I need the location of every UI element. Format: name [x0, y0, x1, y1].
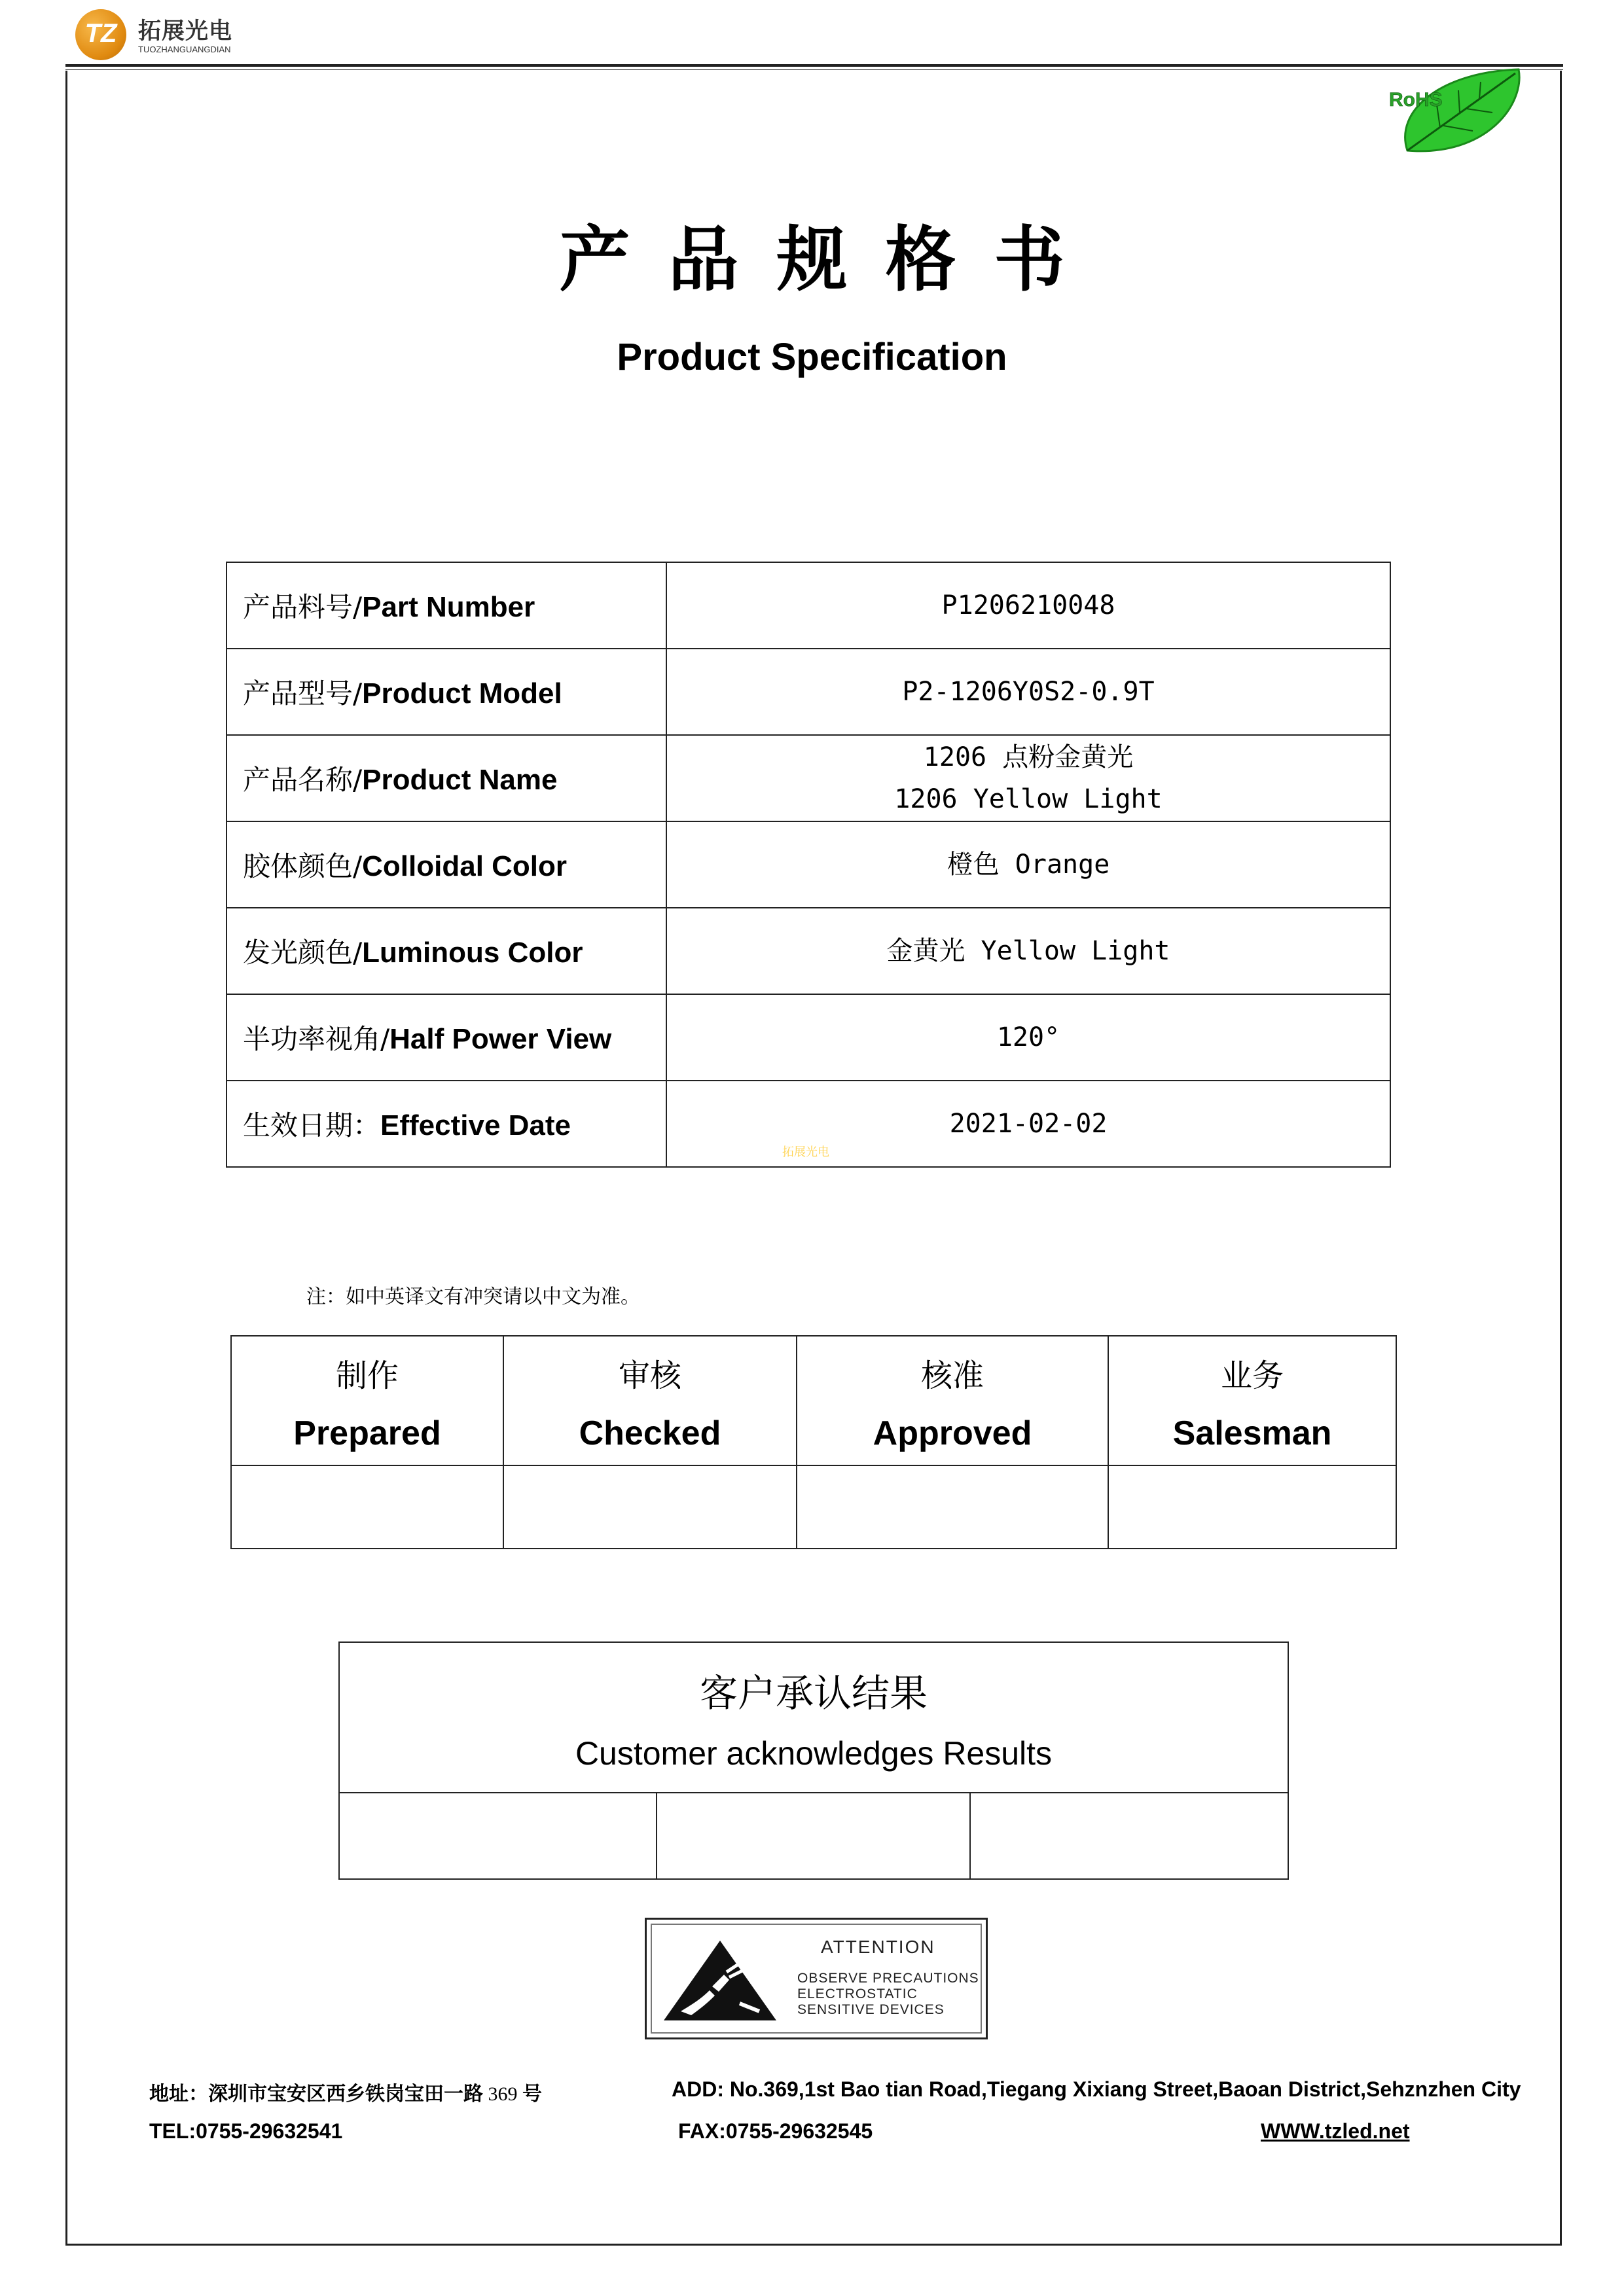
header-rule [65, 64, 1563, 67]
company-logo [75, 9, 245, 62]
svg-text:RoHS: RoHS [1389, 89, 1443, 111]
signoff-approved-header: 核准 Approved [797, 1336, 1108, 1465]
spec-label: 生效日期：Effective Date [226, 1081, 666, 1167]
esd-warning-icon [661, 1938, 779, 2023]
spec-value: P2-1206Y0S2-0.9T [666, 649, 1390, 735]
signoff-prepared-cell [231, 1465, 503, 1549]
signoff-table [230, 1335, 1397, 1549]
customer-result-cell [339, 1793, 657, 1879]
logo-company-name-en: TUOZHANGUANGDIAN [138, 45, 231, 54]
spec-label: 产品料号/Part Number [226, 562, 666, 649]
signoff-salesman-cell [1108, 1465, 1396, 1549]
spec-label: 发光颜色/Luminous Color [226, 908, 666, 994]
spec-value: 1206 点粉金黄光 1206 Yellow Light [666, 735, 1390, 821]
logo-company-name-cn: 拓展光电 [138, 18, 233, 45]
spec-value: P1206210048 [666, 562, 1390, 649]
signoff-prepared-header: 制作 Prepared [231, 1336, 503, 1465]
spec-row [226, 649, 1390, 735]
footer-address-cn: 地址：深圳市宝安区西乡铁岗宝田一路 369 号 [149, 2083, 542, 2106]
signoff-checked-header: 审核 Checked [503, 1336, 797, 1465]
header-rule-thin [65, 69, 1563, 70]
signoff-salesman-header: 业务 Salesman [1108, 1336, 1396, 1465]
translation-note: 注：如中英译文有冲突请以中文为准。 [306, 1285, 640, 1308]
esd-attention-label [645, 1918, 988, 2039]
customer-results-header: 客户承认结果 Customer acknowledges Results [339, 1642, 1288, 1793]
spec-value: 2021-02-02 [666, 1081, 1390, 1167]
spec-row [226, 821, 1390, 908]
footer-website-link[interactable]: WWW.tzled.net [1261, 2119, 1410, 2143]
customer-results-table [338, 1641, 1289, 1880]
rohs-leaf-icon [1381, 65, 1532, 164]
spec-value: 120° [666, 994, 1390, 1081]
spec-value: 橙色 Orange [666, 821, 1390, 908]
page-title-cn: 产品规格书 [559, 219, 1103, 301]
spec-table [226, 562, 1391, 1168]
esd-attention-title: ATTENTION [821, 1937, 935, 1957]
spec-row [226, 994, 1390, 1081]
spec-label: 产品型号/Product Model [226, 649, 666, 735]
logo-emblem: TZ [75, 9, 126, 60]
page-title-en: Product Specification [617, 336, 1007, 378]
spec-label: 胶体颜色/Colloidal Color [226, 821, 666, 908]
spec-label: 产品名称/Product Name [226, 735, 666, 821]
footer-fax: FAX:0755-29632545 [678, 2119, 873, 2143]
spec-row [226, 562, 1390, 649]
spec-row [226, 735, 1390, 821]
footer-address-en: ADD: No.369,1st Bao tian Road,Tiegang Xixiang Street,Baoan District,Sehznzhen City [672, 2077, 1521, 2101]
customer-result-cell [970, 1793, 1288, 1879]
esd-attention-text: OBSERVE PRECAUTIONS ELECTROSTATIC SENSITIVE DEVICES [797, 1971, 979, 2017]
footer-phone: TEL:0755-29632541 [149, 2119, 343, 2143]
spec-row [226, 908, 1390, 994]
spec-value: 金黄光 Yellow Light [666, 908, 1390, 994]
spec-label: 半功率视角/Half Power View [226, 994, 666, 1081]
signoff-checked-cell [503, 1465, 797, 1549]
signoff-approved-cell [797, 1465, 1108, 1549]
customer-result-cell [657, 1793, 970, 1879]
watermark: 拓展光电 [782, 1145, 829, 1159]
